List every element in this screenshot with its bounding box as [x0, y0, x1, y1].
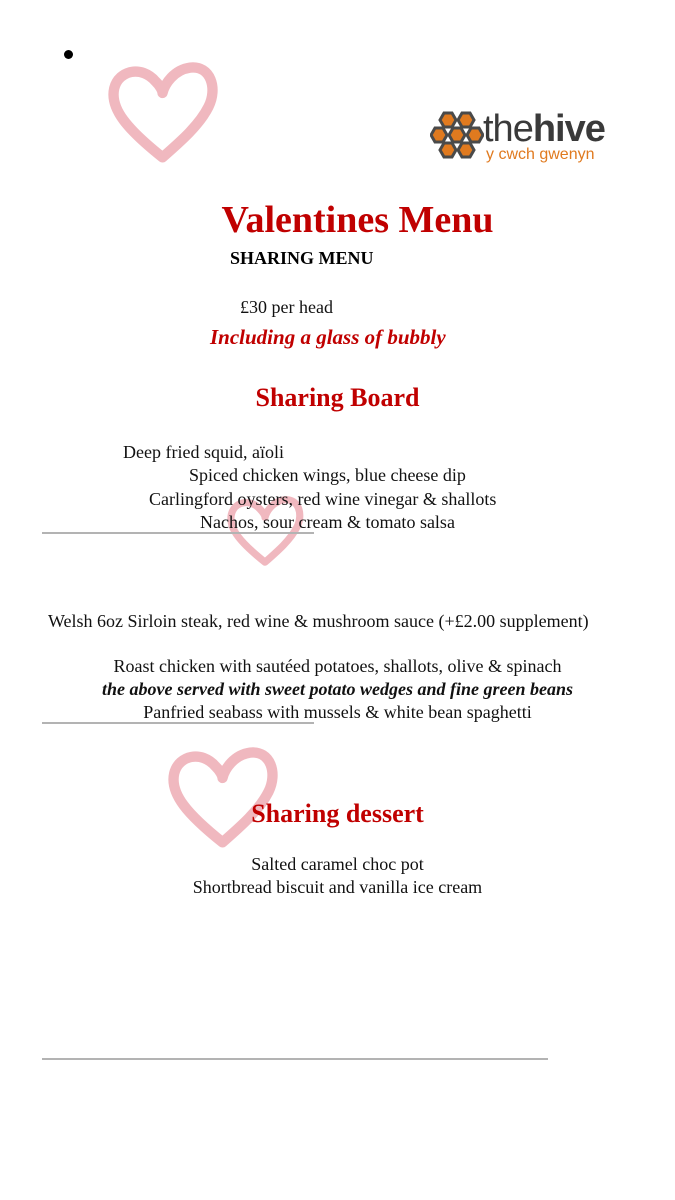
menu-item: Nachos, sour cream & tomato salsa [200, 512, 455, 532]
menu-item: Roast chicken with sautéed potatoes, shallots, olive & spinach [113, 656, 562, 676]
logo-name-light: the [483, 108, 533, 150]
menu-note: the above served with sweet potato wedges and fine green beans [102, 679, 573, 699]
menu-item: Salted caramel choc pot [251, 854, 424, 874]
menu-includes: Including a glass of bubbly [210, 325, 446, 349]
heart-icon [105, 60, 220, 165]
divider [42, 1058, 548, 1060]
menu-item: Carlingford oysters, red wine vinegar & shallots [149, 489, 497, 509]
menu-subtitle: SHARING MENU [230, 248, 374, 268]
sharing-board-heading: Sharing Board [255, 383, 420, 412]
logo-wordmark [483, 108, 605, 151]
menu-item: Deep fried squid, aïoli [123, 442, 284, 462]
menu-item: Panfried seabass with mussels & white bean spaghetti [143, 702, 532, 722]
menu-item: Spiced chicken wings, blue cheese dip [189, 465, 466, 485]
hive-logo-icon [430, 110, 484, 162]
menu-item: Shortbread biscuit and vanilla ice cream [192, 877, 483, 897]
menu-item: Welsh 6oz Sirloin steak, red wine & mushroom sauce (+£2.00 supplement) [48, 611, 589, 631]
bullet-point [64, 50, 73, 59]
menu-title: Valentines Menu [221, 199, 494, 241]
heart-icon [165, 745, 280, 850]
divider [42, 722, 314, 724]
sharing-dessert-heading: Sharing dessert [251, 799, 424, 828]
menu-price: £30 per head [240, 297, 333, 317]
divider [42, 532, 314, 534]
logo-name-bold: hive [532, 108, 605, 150]
logo-tagline: y cwch gwenyn [486, 146, 595, 163]
